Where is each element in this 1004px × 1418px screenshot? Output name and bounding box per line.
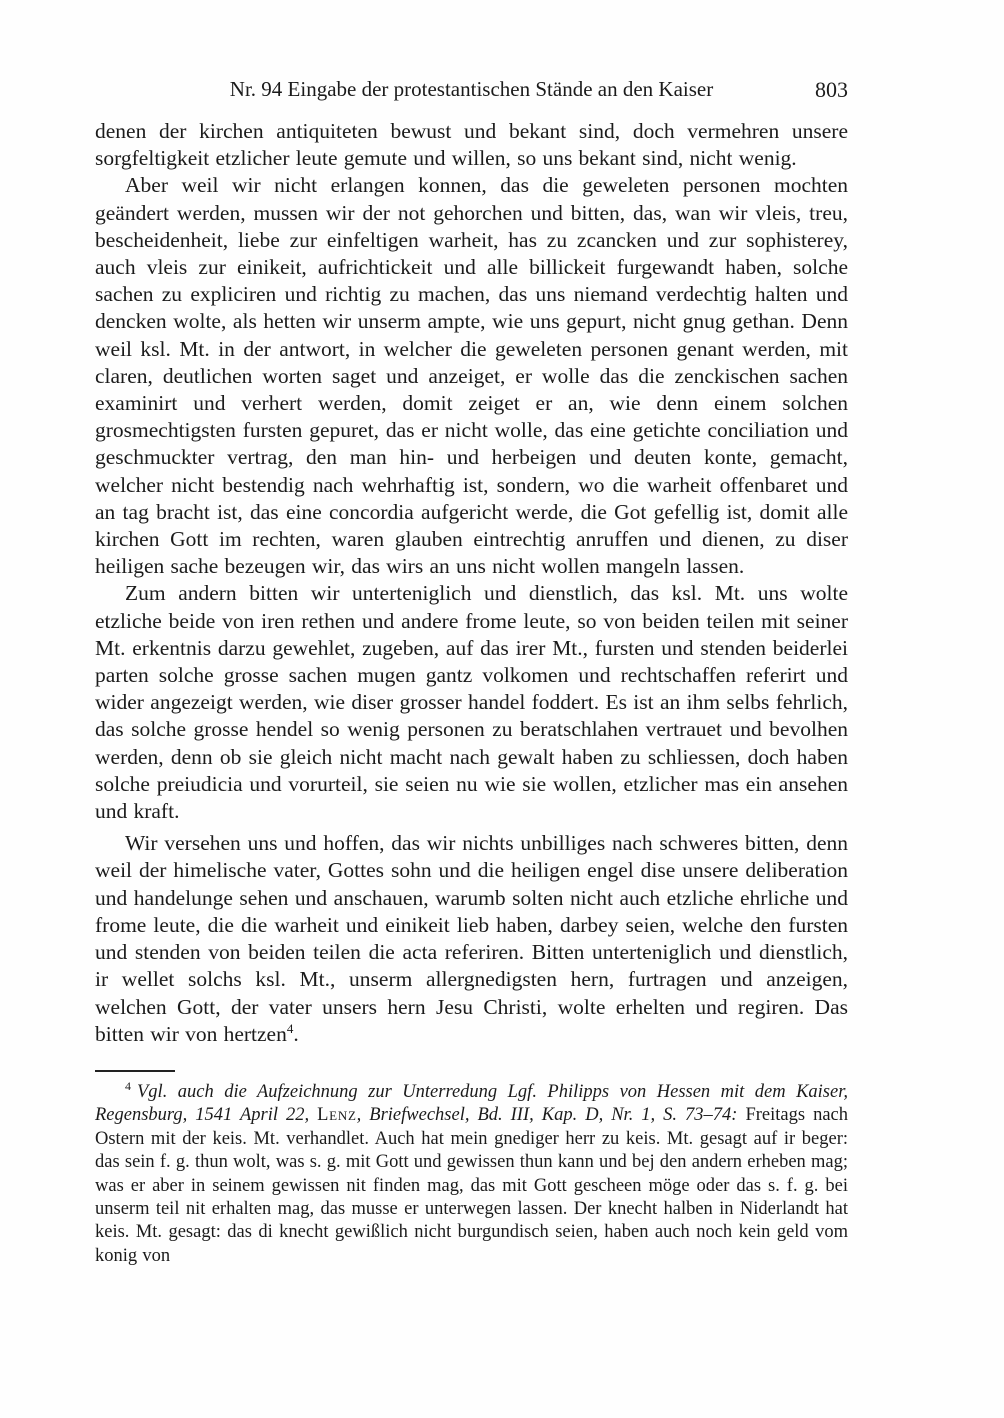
running-header (95, 76, 848, 106)
paragraph-wir-versehen (95, 830, 848, 1048)
paragraph-continuation: denen der kirchen antiquiteten bewust und bekant sind, doch vermehren unsere sorgfeltigkeit etzlicher leute gemute und willen, so uns bekant sind, nicht wenig. (95, 119, 848, 171)
paragraph-zum-andern: Zum andern bitten wir unterteniglich und dienstlich, das ksl. Mt. uns wolte etzliche beide von iren rethen und andere frome leute, so von beiden teilen mit seiner Mt. erkentnis darzu gewehlet, zugeben, auf das irer Mt., fursten und stenden beiderlei parten solche grosse sachen mugen gantz volkomen und rechtschaffen referirt und wider angezeigt werden, wie diser grosser handel foddert. Es ist an ihm selbs fehrlich, das solche grosse hendel so wenig personen zu beratschlahen vertrauet und bevolhen werden, denn ob sie gleich nicht macht nach gewalt haben zu schliessen, doch haben solche preiudicia und vorurteil, sie seien nu wie sie wollen, etzlicher mas ein ansehen und kraft. (95, 581, 848, 824)
footnote-citation-detail-italic: , Briefwechsel, Bd. III, Kap. D, Nr. 1, S. 73–74: (356, 1105, 746, 1126)
footnote-4 (95, 1078, 848, 1268)
paragraph-aber-weil: Aber weil wir nicht erlangen konnen, das die geweleten personen mochten geändert werden, mussen wir der not gehorchen und bitten, das, wan wir vleis, treu, bescheidenheit, liebe zur einfeltigen warheit, has zu zcancken und zur sophisterey, auch vleis zur einikeit, aufrichtickeit und alle billickeit furgewandt haben, solche sachen zu expliciren und richtig zu machen, das uns niemand verdechtig halten und dencken wolte, als hetten wir unserm ampte, wie uns gepurt, nicht gnug gethan. Denn weil ksl. Mt. in der antwort, in welcher die geweleten personen genant werden, mit claren, deutlichen worten saget und anzeiget, er wolle das die zenckischen sachen examinirt und verhert werden, domit zeiget er an, wie denn einem solchen grosmechtigsten fursten gepuret, das er nicht wolle, das eine getichte conciliation und geschmuckter vertrag, den man hin- und herbeigen und deuten konte, gemacht, welcher nicht bestendig nach wehrhaftig ist, sondern, wo die warheit offenbaret und an tag bracht ist, das eine concordia aufgericht werde, die Got gefellig ist, domit alle kirchen Gott im rechten, waren glauben eintrechtig anruffen und dienen, zu diser heiligen sache bezeugen wir, das wirs an uns nicht wollen mangeln lassen. (95, 173, 848, 579)
footnote-separator-rule (95, 1070, 175, 1072)
footnote-reference-4: 4 (286, 1020, 294, 1036)
footnote-author-smallcaps: Lenz (317, 1105, 357, 1126)
footnote-citation-italic: Vgl. auch die Aufzeichnung zur Unterredung Lgf. Philipps von Hessen mit dem Kaiser, Regensburg, 1541 April 22, (95, 1081, 848, 1126)
footnote-area (95, 1070, 848, 1268)
page-number: 803 (815, 77, 848, 102)
running-header-title: Nr. 94 Eingabe der protestantischen Stände an den Kaiser (229, 77, 714, 101)
footnote-quotation-roman: Freitags nach Ostern mit der keis. Mt. verhandlet. Auch hat mein gnediger herr zu keis. Mt. gesagt auf ir beger: das sein f. g. thun wolt, was s. g. mit Gott und gewissen thun kann und bej den andern erheben mag; was er aber in seinem gewissen nit finden mag, das mit Gott gescheen möge oder das s. f. g. bei unserm teil nit erhalten mag, das musse er unterwegen lassen. Der knecht halben in Niderlandt hat keis. Mt. gesagt: das di knecht gewißlich nicht burgundisch seien, haben auch noch kein geld vom konig von (95, 1105, 848, 1266)
paragraph-text: Wir versehen uns und hoffen, das wir nichts unbilliges nach schweres bitten, denn weil der himelische vater, Gottes sohn und die heiligen engel dise unsere deliberation und handelunge sehen und anschauen, warumb solten nicht auch etzliche ehrliche und frome leute, die die warheit und einikeit lieb haben, darbey seien, welche den fursten und stenden von beiden teilen die acta referiren. Bitten unterteniglich und dienstlich, ir wellet solchs ksl. Mt., unserm allergnedigsten hern, furtragen und anzeigen, welchen Gott, der vater unsers hern Jesu Christi, wolte erhelten und regiren. Das bitten wir von hertzen (95, 831, 848, 1046)
footnote-marker: 4 (125, 1078, 131, 1093)
paragraph-text-end: . (293, 1021, 299, 1046)
main-text-block (95, 118, 848, 1048)
